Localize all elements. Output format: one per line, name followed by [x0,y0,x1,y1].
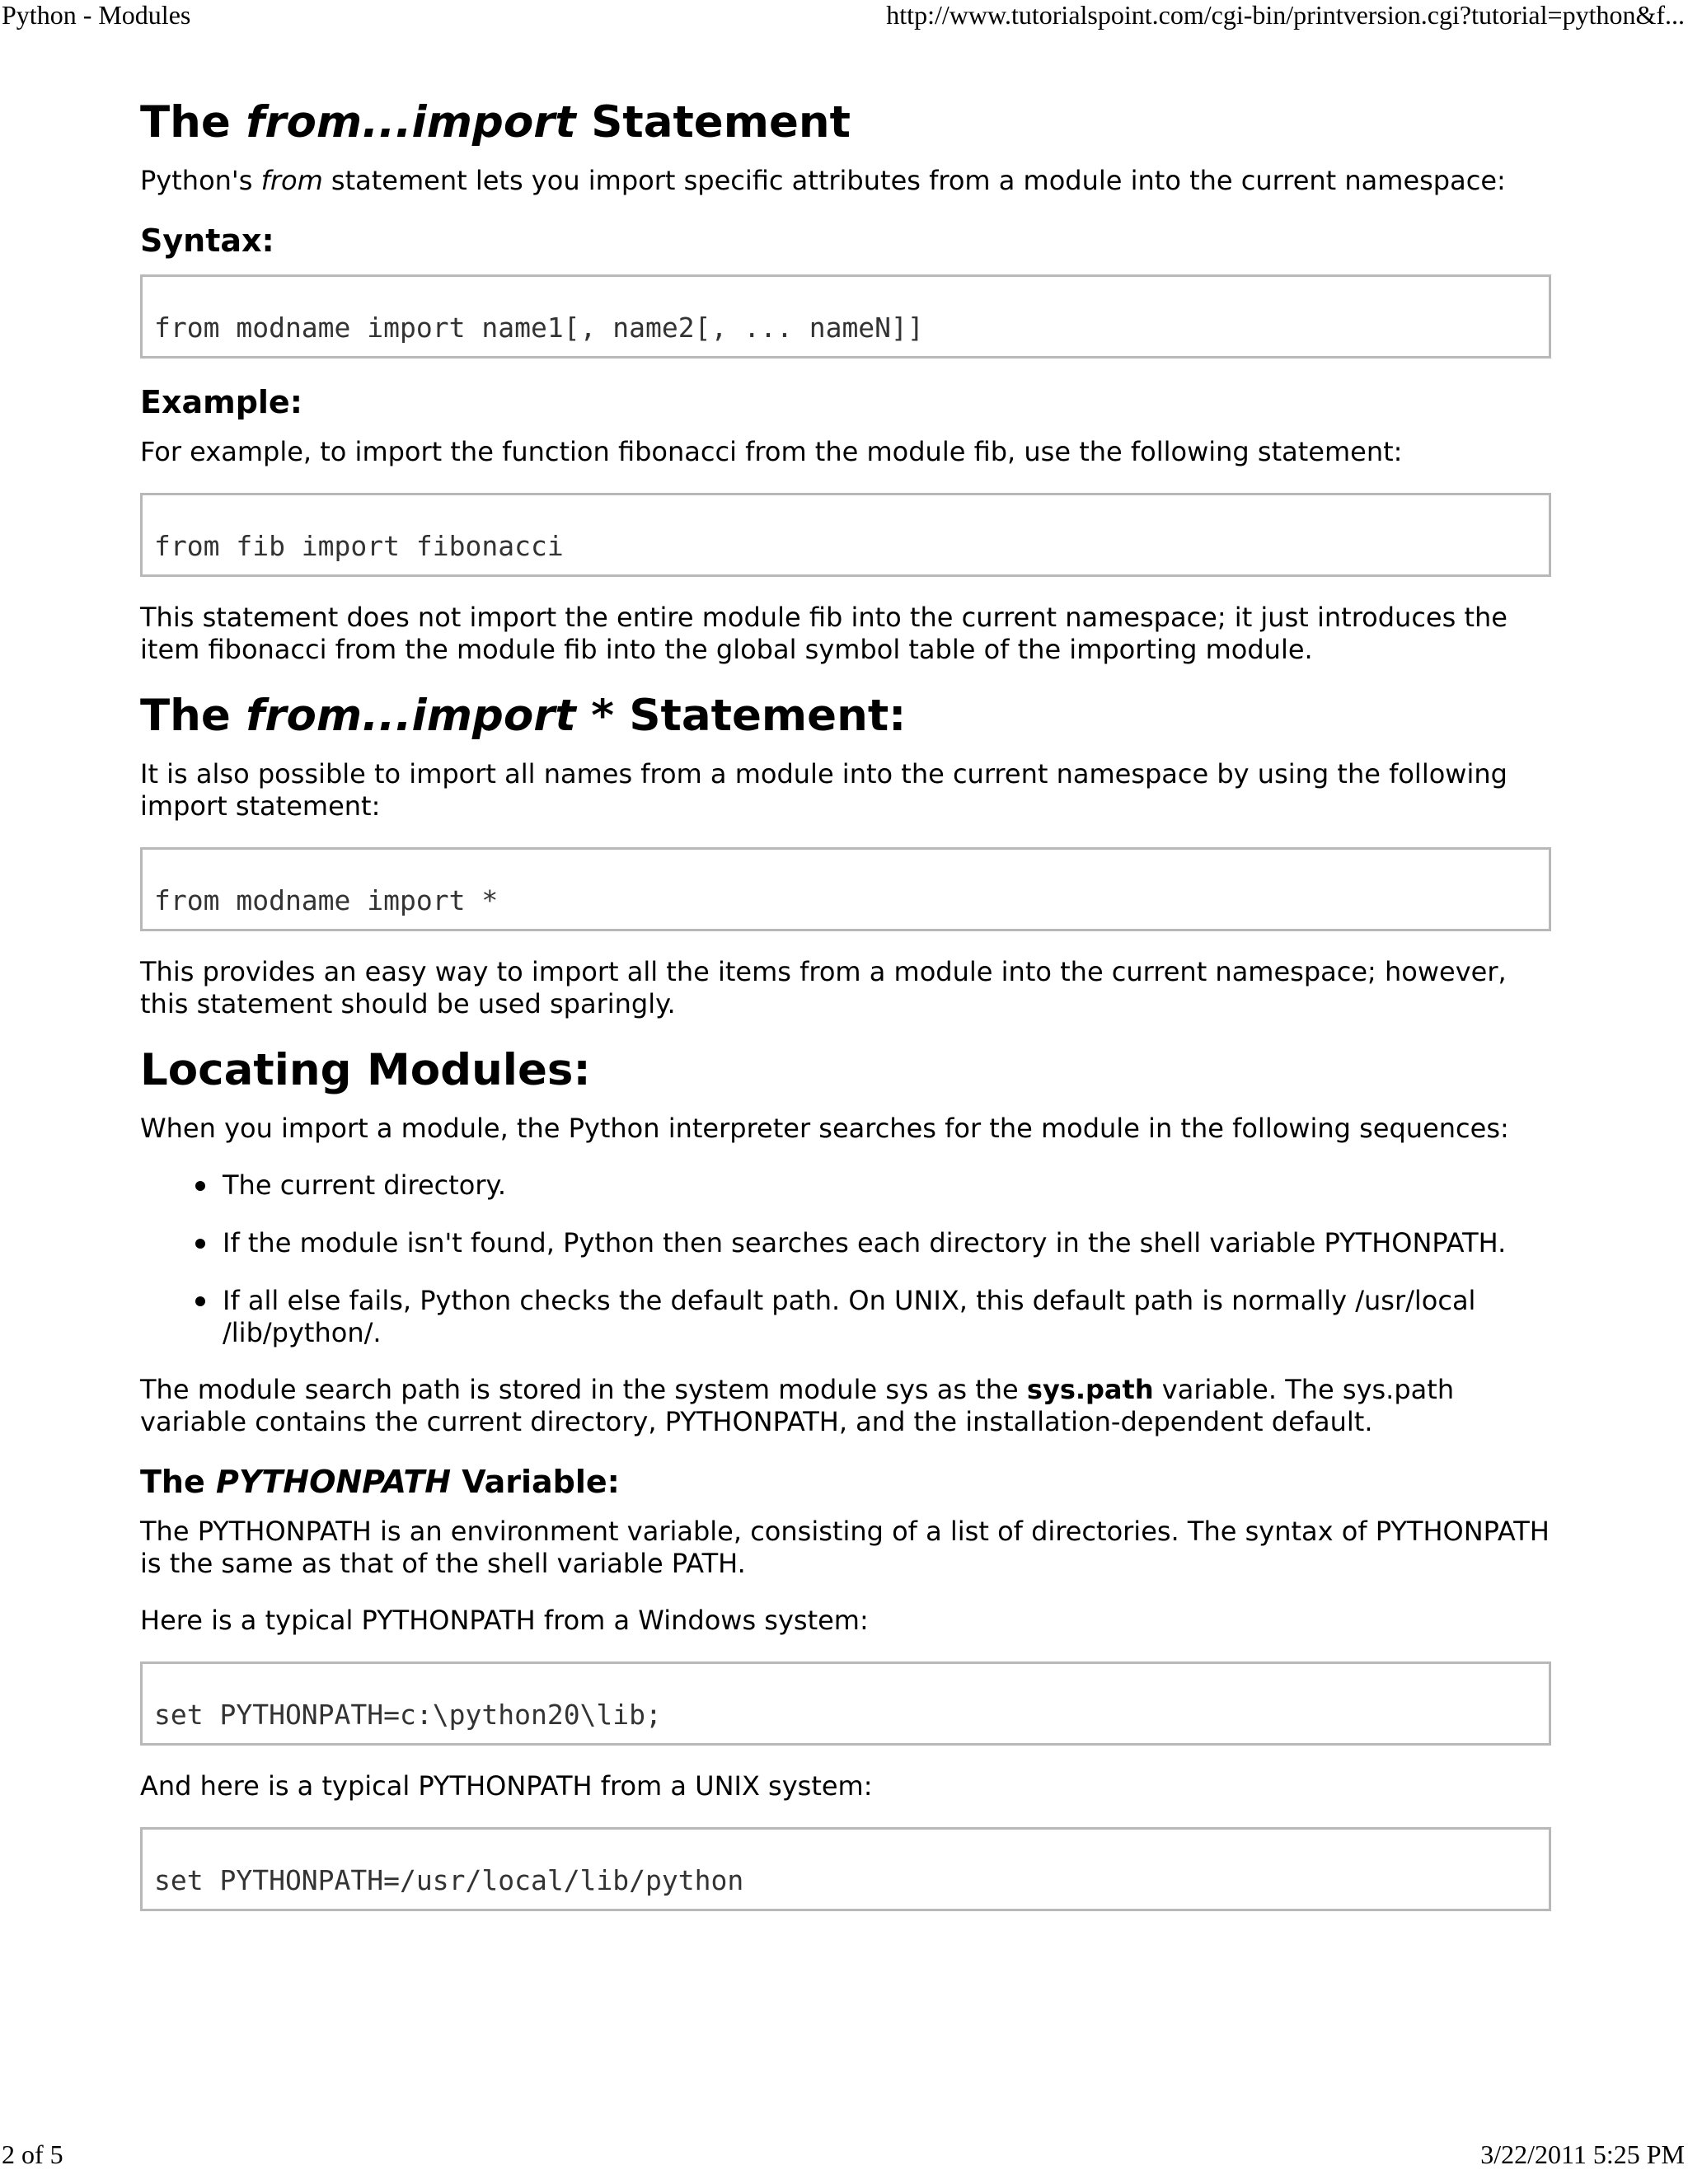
heading-pythonpath-variable: The PYTHONPATH Variable: [140,1464,620,1500]
page-url: http://www.tutorialspoint.com/cgi-bin/printversion.cgi?tutorial=python&f... [886,0,1685,30]
bullet-icon [195,1181,205,1191]
print-timestamp: 3/22/2011 5:25 PM [1480,2139,1685,2169]
windows-pythonpath-code-block: set PYTHONPATH=c:\python20\lib; [140,1661,1551,1746]
heading-from-import: The from...import Statement [140,97,851,148]
page-title: Python - Modules [2,0,191,30]
pythonpath-description: The PYTHONPATH is an environment variable, consisting of a list of directories. The syntax of PYTHONPATH is the same as that of the shell variable PATH. [140,1516,1550,1579]
heading-from-import-star: The from...import * Statement: [140,691,907,741]
syntax-code-block: from modname import name1[, name2[, ... nameN]] [140,274,1551,359]
heading-locating-modules: Locating Modules: [140,1045,591,1095]
document-content [140,97,1551,1936]
bullet-icon [195,1239,205,1249]
import-star-note: This provides an easy way to import all the items from a module into the current namespace; however, this statement should be used sparingly. [140,956,1507,1019]
search-sequence-list [140,1169,1551,1349]
unix-pythonpath-code-block: set PYTHONPATH=/usr/local/lib/python [140,1827,1551,1911]
from-import-explanation: This statement does not import the entire module fib into the current namespace; it just introduces the item fibonacci from the module fib into the global symbol table of the importing module. [140,602,1507,665]
page-number: 2 of 5 [2,2139,63,2169]
syntax-heading: Syntax: [140,223,274,259]
sys-path-description: The module search path is stored in the system module sys as the sys.path variable. The sys.path variable contains the current directory, PYTHONPATH, and the installation-dependent default. [140,1374,1455,1437]
example-text: For example, to import the function fibonacci from the module fib, use the following statement: [140,436,1403,467]
from-import-star-intro: It is also possible to import all names from a module into the current namespace by using the following import statement: [140,758,1507,822]
list-item: If all else fails, Python checks the default path. On UNIX, this default path is normally /usr/local /lib/python/. [140,1285,1551,1349]
locating-intro: When you import a module, the Python interpreter searches for the module in the following sequences: [140,1113,1509,1144]
example-code-block: from fib import fibonacci [140,493,1551,577]
import-star-code-block: from modname import * [140,847,1551,931]
bullet-icon [195,1296,205,1306]
list-item: If the module isn't found, Python then searches each directory in the shell variable PYTHONPATH. [140,1227,1551,1259]
unix-pythonpath-intro: And here is a typical PYTHONPATH from a UNIX system: [140,1770,873,1802]
example-heading: Example: [140,384,302,420]
list-item: The current directory. [140,1169,1551,1202]
windows-pythonpath-intro: Here is a typical PYTHONPATH from a Windows system: [140,1605,869,1636]
from-import-intro: Python's from statement lets you import specific attributes from a module into the current namespace: [140,165,1506,196]
